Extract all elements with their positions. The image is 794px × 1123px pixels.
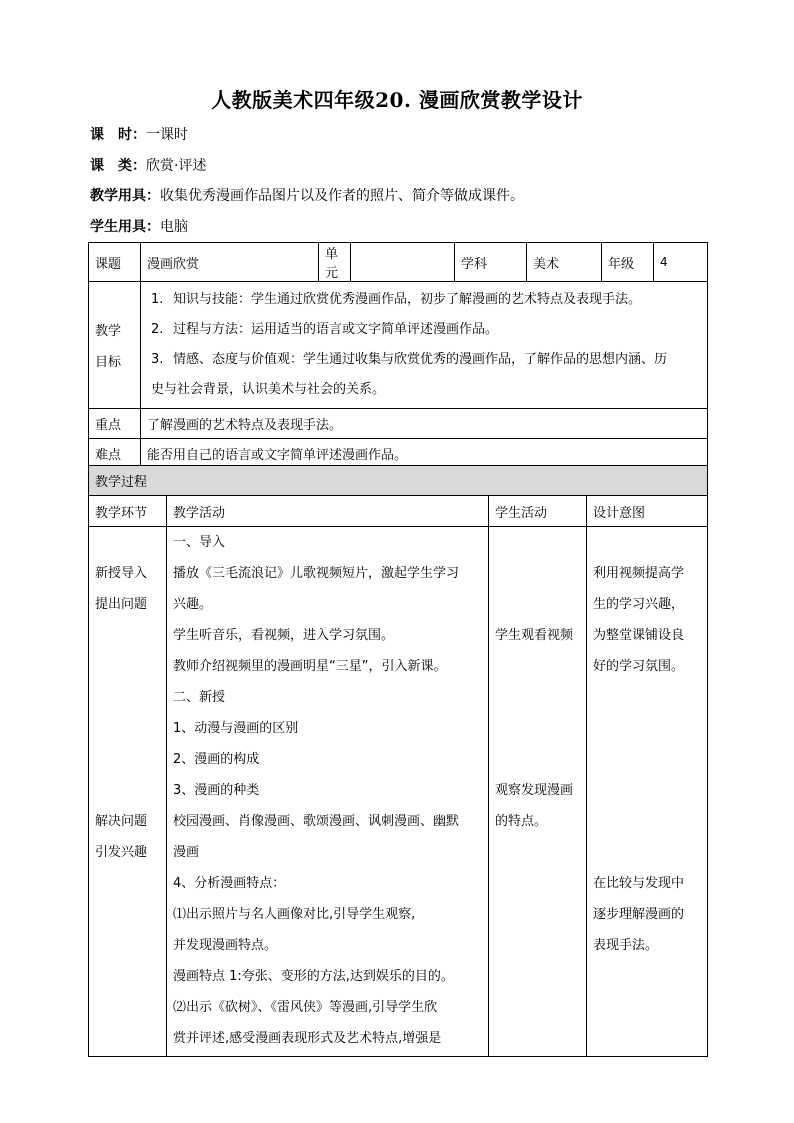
difficulty-row	[89, 439, 708, 469]
student-line	[495, 527, 580, 558]
teacher-activity-cell	[167, 527, 489, 1057]
activity-line: 1、动漫与漫画的区别	[173, 721, 299, 736]
topic-label: 课题	[89, 243, 141, 282]
goal-text: 知识与技能：学生通过欣赏优秀漫画作品，初步了解漫画的艺术特点及表现手法。	[173, 292, 642, 307]
unit-value	[351, 243, 455, 282]
process-table	[88, 465, 708, 1057]
stage-line	[95, 682, 160, 713]
meta-period-value: 一课时	[146, 127, 188, 143]
meta-type-value: 欣赏·评述	[146, 158, 207, 174]
activity-line: 2、漫画的构成	[173, 752, 260, 767]
intent-line: 逐步理解漫画的	[593, 907, 685, 922]
stage-line	[95, 992, 160, 1023]
student-line	[495, 558, 580, 589]
intent-line	[593, 527, 701, 558]
stage-line: 解决问题	[95, 814, 148, 829]
activity-line: ⑵出示《砍树》、《雷风侠》等漫画,引导学生欣	[173, 1000, 438, 1015]
activity-line: 学生听音乐，看视频，进入学习氛围。	[173, 628, 395, 643]
intent-line	[593, 744, 701, 775]
info-row	[89, 243, 708, 282]
activity-line: 漫画	[173, 845, 200, 860]
goals-label-line-1: 教学	[95, 324, 122, 339]
lesson-info-table	[88, 242, 708, 469]
student-line	[495, 992, 580, 1023]
process-body-row	[89, 527, 708, 1057]
header-design-intent: 设计意图	[587, 496, 708, 527]
activity-line: 4、分析漫画特点：	[173, 876, 286, 891]
meta-student-tools	[90, 216, 188, 236]
activity-line: 并发现漫画特点。	[173, 938, 278, 953]
student-line	[495, 682, 580, 713]
goals-label-line-2: 目标	[95, 355, 122, 370]
subject-label: 学科	[455, 243, 527, 282]
intent-line	[593, 713, 701, 744]
activity-line: 教师介绍视频里的漫画明星“三星”，引入新课。	[173, 659, 447, 674]
student-line	[495, 899, 580, 930]
stage-line	[95, 930, 160, 961]
stage-line	[95, 651, 160, 682]
meta-student-tools-key: 学生用具：	[90, 219, 160, 235]
intent-line: 好的学习氛围。	[593, 659, 685, 674]
meta-teacher-tools-value: 收集优秀漫画作品图片以及作者的照片、简介等做成课件。	[160, 188, 524, 204]
goal-number: 1.	[151, 292, 164, 307]
process-header-row	[89, 496, 708, 527]
intent-line: 生的学习兴趣，	[593, 597, 685, 612]
activity-line: 3、漫画的种类	[173, 783, 260, 798]
goals-content	[141, 282, 708, 409]
key-point-label: 重点	[89, 409, 141, 439]
stage-line	[95, 527, 160, 558]
student-line	[495, 961, 580, 992]
intent-line: 利用视频提高学	[593, 566, 685, 581]
meta-teacher-tools	[90, 185, 524, 205]
difficulty-text: 能否用自己的语言或文字简单评述漫画作品。	[141, 439, 708, 469]
meta-type-key: 课 类：	[90, 158, 146, 174]
stage-line	[95, 868, 160, 899]
stage-line: 引发兴趣	[95, 845, 148, 860]
stage-line: 提出问题	[95, 597, 148, 612]
subject-value: 美术	[527, 243, 602, 282]
grade-value: 4	[654, 243, 708, 282]
intent-line	[593, 682, 701, 713]
goals-label	[89, 282, 141, 409]
student-line	[495, 744, 580, 775]
activity-line: 二、新授	[173, 690, 226, 705]
meta-student-tools-value: 电脑	[160, 219, 188, 235]
activity-line: ⑴出示照片与名人画像对比,引导学生观察,	[173, 907, 416, 922]
student-line	[495, 930, 580, 961]
stage-line	[95, 713, 160, 744]
activity-line: 播放《三毛流浪记》儿歌视频短片，激起学生学习	[173, 566, 460, 581]
intent-line: 表现手法。	[593, 938, 659, 953]
stage-line	[95, 620, 160, 651]
header-stage: 教学环节	[89, 496, 167, 527]
student-line	[495, 837, 580, 868]
student-line	[495, 589, 580, 620]
stage-cell	[89, 527, 167, 1057]
meta-teacher-tools-key: 教学用具：	[90, 188, 160, 204]
activity-line: 一、导入	[173, 535, 226, 550]
header-teacher-activity: 教学活动	[167, 496, 489, 527]
intent-line: 在比较与发现中	[593, 876, 685, 891]
activity-line: 校园漫画、肖像漫画、歌颂漫画、讽刺漫画、幽默	[173, 814, 460, 829]
meta-period-key: 课 时：	[90, 127, 146, 143]
student-line	[495, 651, 580, 682]
intent-line	[593, 775, 701, 806]
activity-line: 赏并评述,感受漫画表现形式及艺术特点,增强是	[173, 1031, 442, 1046]
activity-line: 兴趣。	[173, 597, 213, 612]
goal-number: 2.	[151, 322, 164, 337]
intent-line	[593, 1023, 701, 1054]
intent-line	[593, 806, 701, 837]
intent-line	[593, 961, 701, 992]
goal-item	[147, 285, 701, 315]
grade-label: 年级	[602, 243, 654, 282]
goal-item	[147, 315, 701, 345]
stage-line	[95, 744, 160, 775]
process-title-row	[89, 466, 708, 496]
unit-label: 单元	[319, 243, 351, 282]
goals-row	[89, 282, 708, 409]
goal-number: 3.	[151, 352, 164, 367]
difficulty-label: 难点	[89, 439, 141, 469]
goal-text-continued: 史与社会背景，认识美术与社会的关系。	[151, 382, 386, 397]
intent-line	[593, 837, 701, 868]
student-line: 的特点。	[495, 814, 548, 829]
stage-line: 新授导入	[95, 566, 148, 581]
intent-line	[593, 992, 701, 1023]
student-line: 学生观看视频	[495, 628, 574, 643]
activity-line: 漫画特点 1:夸张、变形的方法,达到娱乐的目的。	[173, 969, 454, 984]
intent-line: 为整堂课铺设良	[593, 628, 685, 643]
process-title: 教学过程	[89, 466, 708, 496]
goal-item	[147, 345, 701, 375]
student-activity-cell	[489, 527, 587, 1057]
stage-line	[95, 775, 160, 806]
student-line: 观察发现漫画	[495, 783, 574, 798]
topic-value: 漫画欣赏	[141, 243, 319, 282]
key-point-text: 了解漫画的艺术特点及表现手法。	[141, 409, 708, 439]
document-title: 人教版美术四年级20. 漫画欣赏教学设计	[211, 88, 583, 112]
stage-line	[95, 899, 160, 930]
stage-line	[95, 961, 160, 992]
student-line	[495, 868, 580, 899]
goal-text: 过程与方法：运用适当的语言或文字简单评述漫画作品。	[173, 322, 499, 337]
design-intent-cell	[587, 527, 708, 1057]
student-line	[495, 713, 580, 744]
meta-type	[90, 155, 206, 175]
goal-text: 情感、态度与价值观：学生通过收集与欣赏优秀的漫画作品，了解作品的思想内涵、历	[173, 352, 668, 367]
key-point-row	[89, 409, 708, 439]
header-student-activity: 学生活动	[489, 496, 587, 527]
student-line	[495, 1023, 580, 1054]
meta-period	[90, 124, 188, 144]
